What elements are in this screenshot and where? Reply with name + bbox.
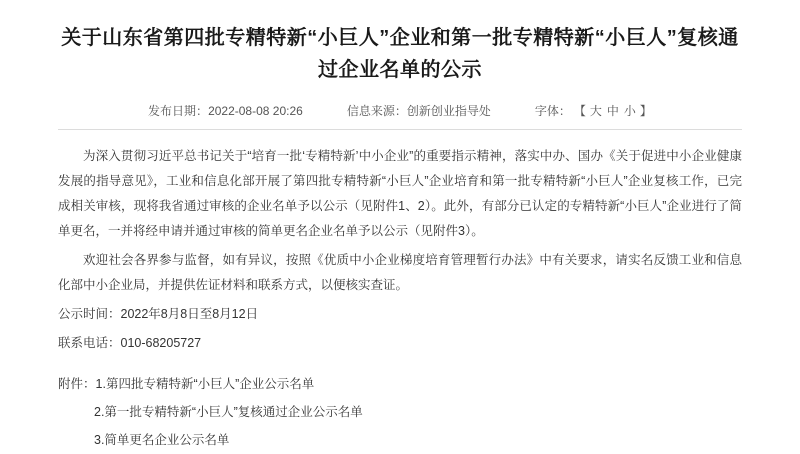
bracket-close: 】 (639, 104, 652, 118)
font-size-control (535, 102, 652, 119)
attachment-list (58, 398, 742, 454)
font-size-medium-button[interactable]: 中 (606, 104, 619, 118)
publish-date-label: 发布日期： (148, 104, 209, 118)
attachment-item-2[interactable]: 2.第一批专精特新“小巨人”复核通过企业公示名单 (94, 405, 363, 419)
source (347, 102, 491, 119)
font-size-label: 字体： (534, 104, 571, 118)
contact-phone: 联系电话：010-68205727 (58, 336, 202, 350)
article-meta-bar (58, 102, 742, 129)
attachment-section (58, 370, 742, 454)
attachment-first-line (58, 370, 742, 398)
source-value: 创新创业指导处 (406, 104, 491, 118)
font-size-small-button[interactable]: 小 (623, 104, 636, 118)
source-label: 信息来源： (346, 104, 407, 118)
attachment-item-1[interactable]: 1.第四批专精特新“小巨人”企业公示名单 (95, 377, 315, 391)
font-size-large-button[interactable]: 大 (589, 104, 602, 118)
attachment-label: 附件： (58, 377, 96, 391)
notice-time: 公示时间：2022年8月8日至8月12日 (58, 307, 259, 321)
bracket-open: 【 (573, 104, 586, 118)
article-body (58, 130, 742, 356)
attachment-item-3[interactable]: 3.简单更名企业公示名单 (94, 433, 230, 447)
publish-date (148, 102, 303, 119)
page-title: 关于山东省第四批专精特新“小巨人”企业和第一批专精特新“小巨人”复核通过企业名单的公示 (61, 27, 739, 81)
body-paragraph-1: 为深入贯彻习近平总书记关于“培育一批‘专精特新’中小企业”的重要指示精神，落实中办、国办《关于促进中小企业健康发展的指导意见》，工业和信息化部开展了第四批专精特新“小巨人”企业培育和第一批专精特新“小巨人”企业复核工作，已完成相关审核，现将我省通过审核的企业名单予以公示（见附件1、2）。此外，有部分已认定的专精特新“小巨人”企业进行了简单更名，一并将经申请并通过审核的简单更名企业名单予以公示（见附件3）。 (58, 149, 742, 238)
body-paragraph-2: 欢迎社会各界参与监督，如有异议，按照《优质中小企业梯度培育管理暂行办法》中有关要求，请实名反馈工业和信息化部中小企业局，并提供佐证材料和联系方式，以便核实查证。 (58, 253, 742, 292)
publish-date-value: 2022-08-08 20:26 (208, 104, 303, 118)
